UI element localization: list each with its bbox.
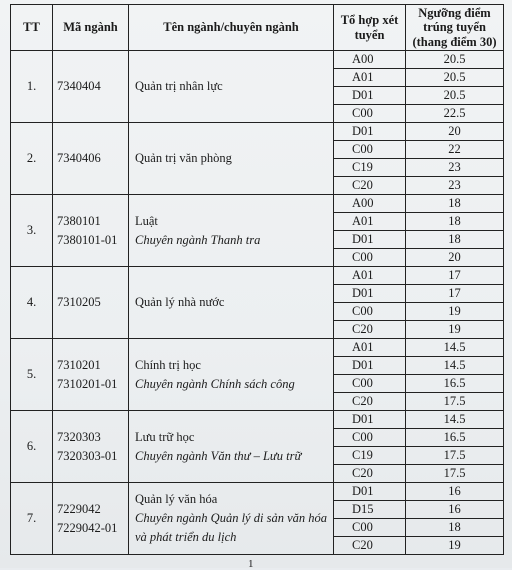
threshold-score: 16 (406, 483, 504, 501)
major-name: Lưu trữ học (135, 429, 195, 444)
major-code: 7340406 (57, 151, 101, 165)
subject-combination: C00 (334, 141, 406, 159)
major-name-cell (129, 51, 334, 123)
subject-combination: C00 (334, 519, 406, 537)
subject-combination: D01 (334, 231, 406, 249)
subject-combination: C19 (334, 447, 406, 465)
admission-score-table (10, 4, 504, 555)
major-code: 7229042-01 (57, 520, 118, 535)
threshold-score: 17 (406, 285, 504, 303)
threshold-score: 14.5 (406, 357, 504, 375)
threshold-score: 20.5 (406, 87, 504, 105)
header-tt: TT (11, 5, 53, 51)
table-body (11, 51, 504, 555)
threshold-score: 18 (406, 231, 504, 249)
subject-combination: C00 (334, 105, 406, 123)
threshold-score: 17 (406, 267, 504, 285)
specialization-name: Chuyên ngành Quản lý di sản văn hóa và phát triển du lịch (135, 511, 327, 544)
major-code: 7310205 (57, 295, 101, 309)
specialization-name: Chuyên ngành Văn thư – Lưu trữ (135, 448, 302, 463)
threshold-score: 20.5 (406, 69, 504, 87)
threshold-score: 14.5 (406, 411, 504, 429)
page-number: 1 (248, 558, 254, 570)
major-code-cell (53, 195, 129, 267)
table-row (11, 267, 504, 285)
major-index: 4. (11, 267, 53, 339)
major-code-cell (53, 339, 129, 411)
subject-combination: C20 (334, 465, 406, 483)
threshold-score: 23 (406, 177, 504, 195)
major-code: 7229042 (57, 501, 101, 516)
major-name-cell (129, 195, 334, 267)
subject-combination: C20 (334, 321, 406, 339)
table-row (11, 123, 504, 141)
subject-combination: D01 (334, 357, 406, 375)
subject-combination: C19 (334, 159, 406, 177)
threshold-score: 20 (406, 123, 504, 141)
specialization-name: Chuyên ngành Chính sách công (135, 376, 295, 391)
major-index: 7. (11, 483, 53, 555)
header-score: Ngưỡng điểm trúng tuyển (thang điểm 30) (406, 5, 504, 51)
threshold-score: 20.5 (406, 51, 504, 69)
major-name: Quản lý văn hóa (135, 492, 218, 506)
major-code: 7310201-01 (57, 376, 118, 391)
subject-combination: C00 (334, 429, 406, 447)
threshold-score: 17.5 (406, 393, 504, 411)
subject-combination: C20 (334, 537, 406, 555)
subject-combination: D01 (334, 123, 406, 141)
subject-combination: C00 (334, 249, 406, 267)
threshold-score: 14.5 (406, 339, 504, 357)
subject-combination: D01 (334, 285, 406, 303)
major-name-cell (129, 339, 334, 411)
subject-combination: A00 (334, 51, 406, 69)
subject-combination: C00 (334, 375, 406, 393)
header-row (11, 5, 504, 51)
threshold-score: 22 (406, 141, 504, 159)
major-code-cell (53, 51, 129, 123)
subject-combination: C00 (334, 303, 406, 321)
major-index: 2. (11, 123, 53, 195)
subject-combination: A01 (334, 339, 406, 357)
major-code-cell (53, 411, 129, 483)
major-name-cell (129, 123, 334, 195)
subject-combination: D15 (334, 501, 406, 519)
major-code: 7340404 (57, 79, 101, 93)
subject-combination: D01 (334, 411, 406, 429)
major-name: Quản trị nhân lực (135, 79, 223, 93)
threshold-score: 23 (406, 159, 504, 177)
major-code: 7380101 (57, 213, 101, 228)
threshold-score: 16 (406, 501, 504, 519)
major-name: Luật (135, 213, 158, 228)
threshold-score: 18 (406, 213, 504, 231)
major-index: 1. (11, 51, 53, 123)
major-code: 7380101-01 (57, 232, 118, 247)
major-name-cell (129, 483, 334, 555)
subject-combination: C20 (334, 393, 406, 411)
threshold-score: 17.5 (406, 447, 504, 465)
major-index: 3. (11, 195, 53, 267)
major-code: 7320303-01 (57, 448, 118, 463)
major-code-cell (53, 267, 129, 339)
threshold-score: 19 (406, 303, 504, 321)
threshold-score: 20 (406, 249, 504, 267)
major-code: 7310201 (57, 357, 101, 372)
table-row (11, 483, 504, 501)
header-name: Tên ngành/chuyên ngành (129, 5, 334, 51)
header-code: Mã ngành (53, 5, 129, 51)
major-index: 5. (11, 339, 53, 411)
threshold-score: 17.5 (406, 465, 504, 483)
threshold-score: 16.5 (406, 375, 504, 393)
table-row (11, 195, 504, 213)
major-name-cell (129, 411, 334, 483)
subject-combination: A01 (334, 267, 406, 285)
subject-combination: D01 (334, 483, 406, 501)
major-index: 6. (11, 411, 53, 483)
table-row (11, 339, 504, 357)
threshold-score: 19 (406, 537, 504, 555)
header-combo: Tổ hợp xét tuyển (334, 5, 406, 51)
subject-combination: A01 (334, 69, 406, 87)
subject-combination: A00 (334, 195, 406, 213)
major-name-cell (129, 267, 334, 339)
subject-combination: C20 (334, 177, 406, 195)
subject-combination: A01 (334, 213, 406, 231)
table-row (11, 411, 504, 429)
threshold-score: 22.5 (406, 105, 504, 123)
specialization-name: Chuyên ngành Thanh tra (135, 232, 261, 247)
major-name: Quản trị văn phòng (135, 151, 232, 165)
threshold-score: 19 (406, 321, 504, 339)
subject-combination: D01 (334, 87, 406, 105)
table-row (11, 51, 504, 69)
threshold-score: 16.5 (406, 429, 504, 447)
major-name: Quản lý nhà nước (135, 295, 225, 309)
major-name: Chính trị học (135, 357, 201, 372)
threshold-score: 18 (406, 195, 504, 213)
threshold-score: 18 (406, 519, 504, 537)
major-code-cell (53, 123, 129, 195)
major-code-cell (53, 483, 129, 555)
major-code: 7320303 (57, 429, 101, 444)
